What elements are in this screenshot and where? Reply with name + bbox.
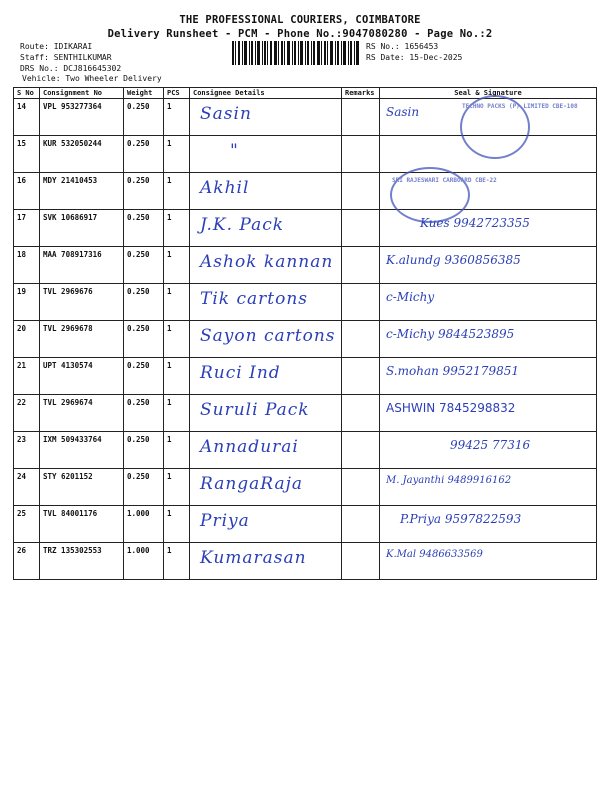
serial-number: 26 [14, 543, 40, 580]
table-row [14, 321, 597, 358]
weight: 0.250 [124, 136, 164, 173]
remarks-cell [342, 210, 380, 247]
table-row [14, 395, 597, 432]
remarks-cell [342, 173, 380, 210]
signature-cell [380, 469, 597, 506]
table-row [14, 469, 597, 506]
signature-cell [380, 395, 597, 432]
consignee-cell [190, 173, 342, 210]
table-row [14, 247, 597, 284]
remarks-cell [342, 358, 380, 395]
weight: 0.250 [124, 99, 164, 136]
consignee-handwriting: J.K. Pack [200, 215, 285, 235]
pieces: 1 [164, 395, 190, 432]
signature-handwriting: Kues 9942723355 [420, 216, 530, 230]
signature-handwriting: P.Priya 9597822593 [400, 512, 522, 526]
column-header: S No [14, 88, 40, 99]
consignee-cell [190, 395, 342, 432]
signature-handwriting: c-Michy 9844523895 [386, 327, 515, 341]
consignment-number: MAA 708917316 [40, 247, 124, 284]
consignment-number: SVK 10686917 [40, 210, 124, 247]
remarks-cell [342, 136, 380, 173]
signature-cell [380, 99, 597, 136]
pieces: 1 [164, 247, 190, 284]
pieces: 1 [164, 99, 190, 136]
column-header: Consignment No [40, 88, 124, 99]
signature-handwriting: Sasin [386, 105, 420, 119]
consignee-cell [190, 469, 342, 506]
signature-handwriting: S.mohan 9952179851 [386, 364, 519, 378]
serial-number: 24 [14, 469, 40, 506]
weight: 0.250 [124, 432, 164, 469]
vehicle-label: Vehicle: Two Wheeler Delivery [22, 74, 162, 83]
weight: 0.250 [124, 358, 164, 395]
table-row [14, 543, 597, 580]
table-row [14, 210, 597, 247]
consignee-handwriting: Ashok kannan [200, 252, 334, 272]
consignee-handwriting: Priya [200, 511, 250, 531]
consignee-handwriting: Akhil [200, 178, 250, 198]
consignment-number: KUR 532050244 [40, 136, 124, 173]
consignee-handwriting: Suruli Pack [200, 400, 310, 420]
consignment-number: TVL 2969676 [40, 284, 124, 321]
serial-number: 17 [14, 210, 40, 247]
serial-number: 14 [14, 99, 40, 136]
signature-handwriting: ASHWIN 7845298832 [386, 401, 516, 415]
weight: 0.250 [124, 284, 164, 321]
serial-number: 21 [14, 358, 40, 395]
column-header: Remarks [342, 88, 380, 99]
consignment-number: UPT 4130574 [40, 358, 124, 395]
serial-number: 18 [14, 247, 40, 284]
signature-cell [380, 247, 597, 284]
remarks-cell [342, 99, 380, 136]
pieces: 1 [164, 506, 190, 543]
table-row [14, 358, 597, 395]
remarks-cell [342, 469, 380, 506]
weight: 0.250 [124, 210, 164, 247]
weight: 0.250 [124, 173, 164, 210]
consignee-handwriting: Sayon cartons [200, 326, 336, 346]
consignee-cell [190, 432, 342, 469]
route-label: Route: IDIKARAI [20, 42, 93, 51]
signature-cell [380, 210, 597, 247]
rs-date: RS Date: 15-Dec-2025 [366, 53, 463, 62]
consignee-handwriting: Ruci Ind [200, 363, 281, 383]
document-title: THE PROFESSIONAL COURIERS, COIMBATORE [179, 14, 421, 26]
stamp-text: TECHNO PACKS (P) LIMITED CBE-108 [462, 103, 578, 110]
table-row [14, 99, 597, 136]
pieces: 1 [164, 543, 190, 580]
pieces: 1 [164, 432, 190, 469]
signature-cell [380, 432, 597, 469]
consignee-cell [190, 136, 342, 173]
consignee-handwriting: " [230, 141, 239, 161]
pieces: 1 [164, 358, 190, 395]
runsheet-table [13, 87, 597, 580]
serial-number: 23 [14, 432, 40, 469]
consignee-handwriting: Annadurai [200, 437, 299, 457]
serial-number: 22 [14, 395, 40, 432]
weight: 0.250 [124, 395, 164, 432]
consignment-number: STY 6201152 [40, 469, 124, 506]
serial-number: 15 [14, 136, 40, 173]
consignee-handwriting: Kumarasan [200, 548, 307, 568]
pieces: 1 [164, 321, 190, 358]
remarks-cell [342, 543, 380, 580]
signature-handwriting: c-Michy [386, 290, 435, 304]
table-row [14, 506, 597, 543]
column-header: Consignee Details [190, 88, 342, 99]
pieces: 1 [164, 210, 190, 247]
weight: 1.000 [124, 543, 164, 580]
remarks-cell [342, 247, 380, 284]
drs-label: DRS No.: DCJ816645302 [20, 64, 122, 73]
consignment-number: TRZ 135302553 [40, 543, 124, 580]
pieces: 1 [164, 469, 190, 506]
signature-handwriting: 99425 77316 [450, 438, 531, 452]
consignee-cell [190, 99, 342, 136]
signature-cell [380, 543, 597, 580]
signature-cell [380, 506, 597, 543]
signature-cell [380, 284, 597, 321]
table-row [14, 173, 597, 210]
pieces: 1 [164, 136, 190, 173]
consignment-number: TVL 84001176 [40, 506, 124, 543]
weight: 0.250 [124, 469, 164, 506]
document-subtitle: Delivery Runsheet - PCM - Phone No.:9047080280 - Page No.:2 [107, 28, 493, 40]
consignment-number: TVL 2969674 [40, 395, 124, 432]
table-row [14, 136, 597, 173]
consignment-number: TVL 2969678 [40, 321, 124, 358]
consignment-number: MDY 21410453 [40, 173, 124, 210]
consignee-cell [190, 506, 342, 543]
stamp-text: SRI RAJESWARI CARBOARD CBE-22 [392, 177, 497, 184]
consignee-cell [190, 247, 342, 284]
consignment-number: IXM 509433764 [40, 432, 124, 469]
remarks-cell [342, 506, 380, 543]
barcode-icon [232, 41, 360, 65]
signature-cell [380, 136, 597, 173]
remarks-cell [342, 321, 380, 358]
consignee-handwriting: Sasin [200, 104, 252, 124]
table-row [14, 284, 597, 321]
signature-handwriting: K.Mal 9486633569 [386, 549, 483, 560]
serial-number: 16 [14, 173, 40, 210]
column-header: Seal & Signature [380, 88, 597, 99]
column-header: PCS [164, 88, 190, 99]
signature-cell [380, 321, 597, 358]
pieces: 1 [164, 284, 190, 321]
column-header: Weight [124, 88, 164, 99]
consignee-cell [190, 321, 342, 358]
consignee-cell [190, 284, 342, 321]
consignee-handwriting: Tik cartons [200, 289, 309, 309]
table-row [14, 432, 597, 469]
serial-number: 25 [14, 506, 40, 543]
pieces: 1 [164, 173, 190, 210]
signature-cell [380, 173, 597, 210]
signature-cell [380, 358, 597, 395]
consignee-handwriting: RangaRaja [200, 474, 304, 494]
remarks-cell [342, 395, 380, 432]
remarks-cell [342, 284, 380, 321]
consignment-number: VPL 953277364 [40, 99, 124, 136]
consignee-cell [190, 358, 342, 395]
remarks-cell [342, 432, 380, 469]
consignee-cell [190, 210, 342, 247]
weight: 0.250 [124, 247, 164, 284]
weight: 0.250 [124, 321, 164, 358]
weight: 1.000 [124, 506, 164, 543]
consignee-cell [190, 543, 342, 580]
signature-handwriting: M. Jayanthi 9489916162 [386, 475, 512, 486]
serial-number: 20 [14, 321, 40, 358]
serial-number: 19 [14, 284, 40, 321]
staff-label: Staff: SENTHILKUMAR [20, 53, 112, 62]
rs-number: RS No.: 1656453 [366, 42, 439, 51]
signature-handwriting: K.alundg 9360856385 [386, 253, 521, 267]
